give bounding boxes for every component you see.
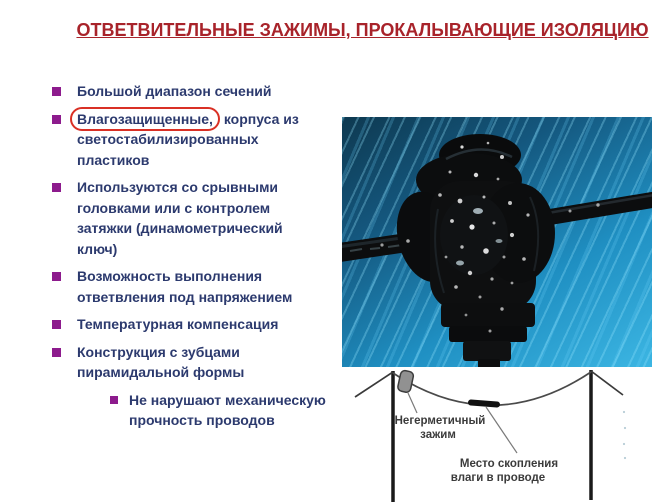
sub-bullet-item-prochnost — [110, 390, 350, 431]
left-span-wire — [355, 372, 393, 397]
bullet-item-diapazon — [52, 81, 350, 102]
slide-title: ОТВЕТВИТЕЛЬНЫЕ ЗАЖИМЫ, ПРОКАЛЫВАЮЩИЕ ИЗОЛЯЦИЮ — [76, 20, 649, 40]
bullet-text: Возможность выполнения ответвления под напряжением — [77, 268, 293, 305]
moisture-leader-line — [486, 407, 517, 453]
bullet-square-icon — [52, 348, 61, 357]
bullet-text: Используются со срывными головками или с контролем затяжки (динамометрический ключ) — [77, 179, 283, 257]
bullet-square-icon — [52, 87, 61, 96]
bullet-square-icon — [52, 183, 61, 192]
moisture-label-line2: влаги в проводе — [450, 472, 546, 484]
bullet-text: Большой диапазон сечений — [77, 83, 272, 99]
bullet-text: Конструкция с зубцами пирамидальной формы — [77, 343, 245, 380]
bullet-item-pod-napryazheniem — [52, 266, 350, 307]
faint-dots — [623, 411, 626, 459]
bullet-text — [77, 109, 331, 171]
bullet-text: Не нарушают механическую прочность проводов — [129, 391, 326, 428]
clamp-leader-line — [408, 393, 417, 413]
moisture-diagram — [340, 368, 670, 503]
moisture-label-line1: Место скопления — [459, 458, 559, 470]
clamp-rain-photo — [342, 117, 652, 367]
bullet-square-icon — [52, 272, 61, 281]
sagging-wire — [393, 372, 591, 405]
moisture-spot — [471, 403, 497, 405]
red-oval-highlight: Влагозащищенные, — [70, 107, 220, 132]
clamp-label-line2: зажим — [420, 429, 456, 441]
bullet-square-icon — [52, 320, 61, 329]
bullet-item-kompensatsiya — [52, 314, 350, 335]
bullet-square-icon — [52, 115, 61, 124]
bullet-text: Температурная компенсация — [77, 316, 279, 332]
bullet-item-sryvnye-golovki — [52, 177, 350, 259]
bullet-text-rest: корпуса из светостабилизированных пластиков — [77, 110, 299, 168]
clamp-photo-drawing — [342, 117, 652, 367]
bullet-square-icon — [110, 396, 118, 404]
right-span-wire — [591, 371, 623, 395]
bullet-item-vlagozashchita — [52, 109, 350, 171]
leaky-clamp-shape — [397, 370, 414, 393]
bullet-list — [52, 81, 350, 438]
clamp-label-line1: Негерметичный — [394, 415, 486, 427]
bullet-item-zubtsy — [52, 342, 350, 383]
